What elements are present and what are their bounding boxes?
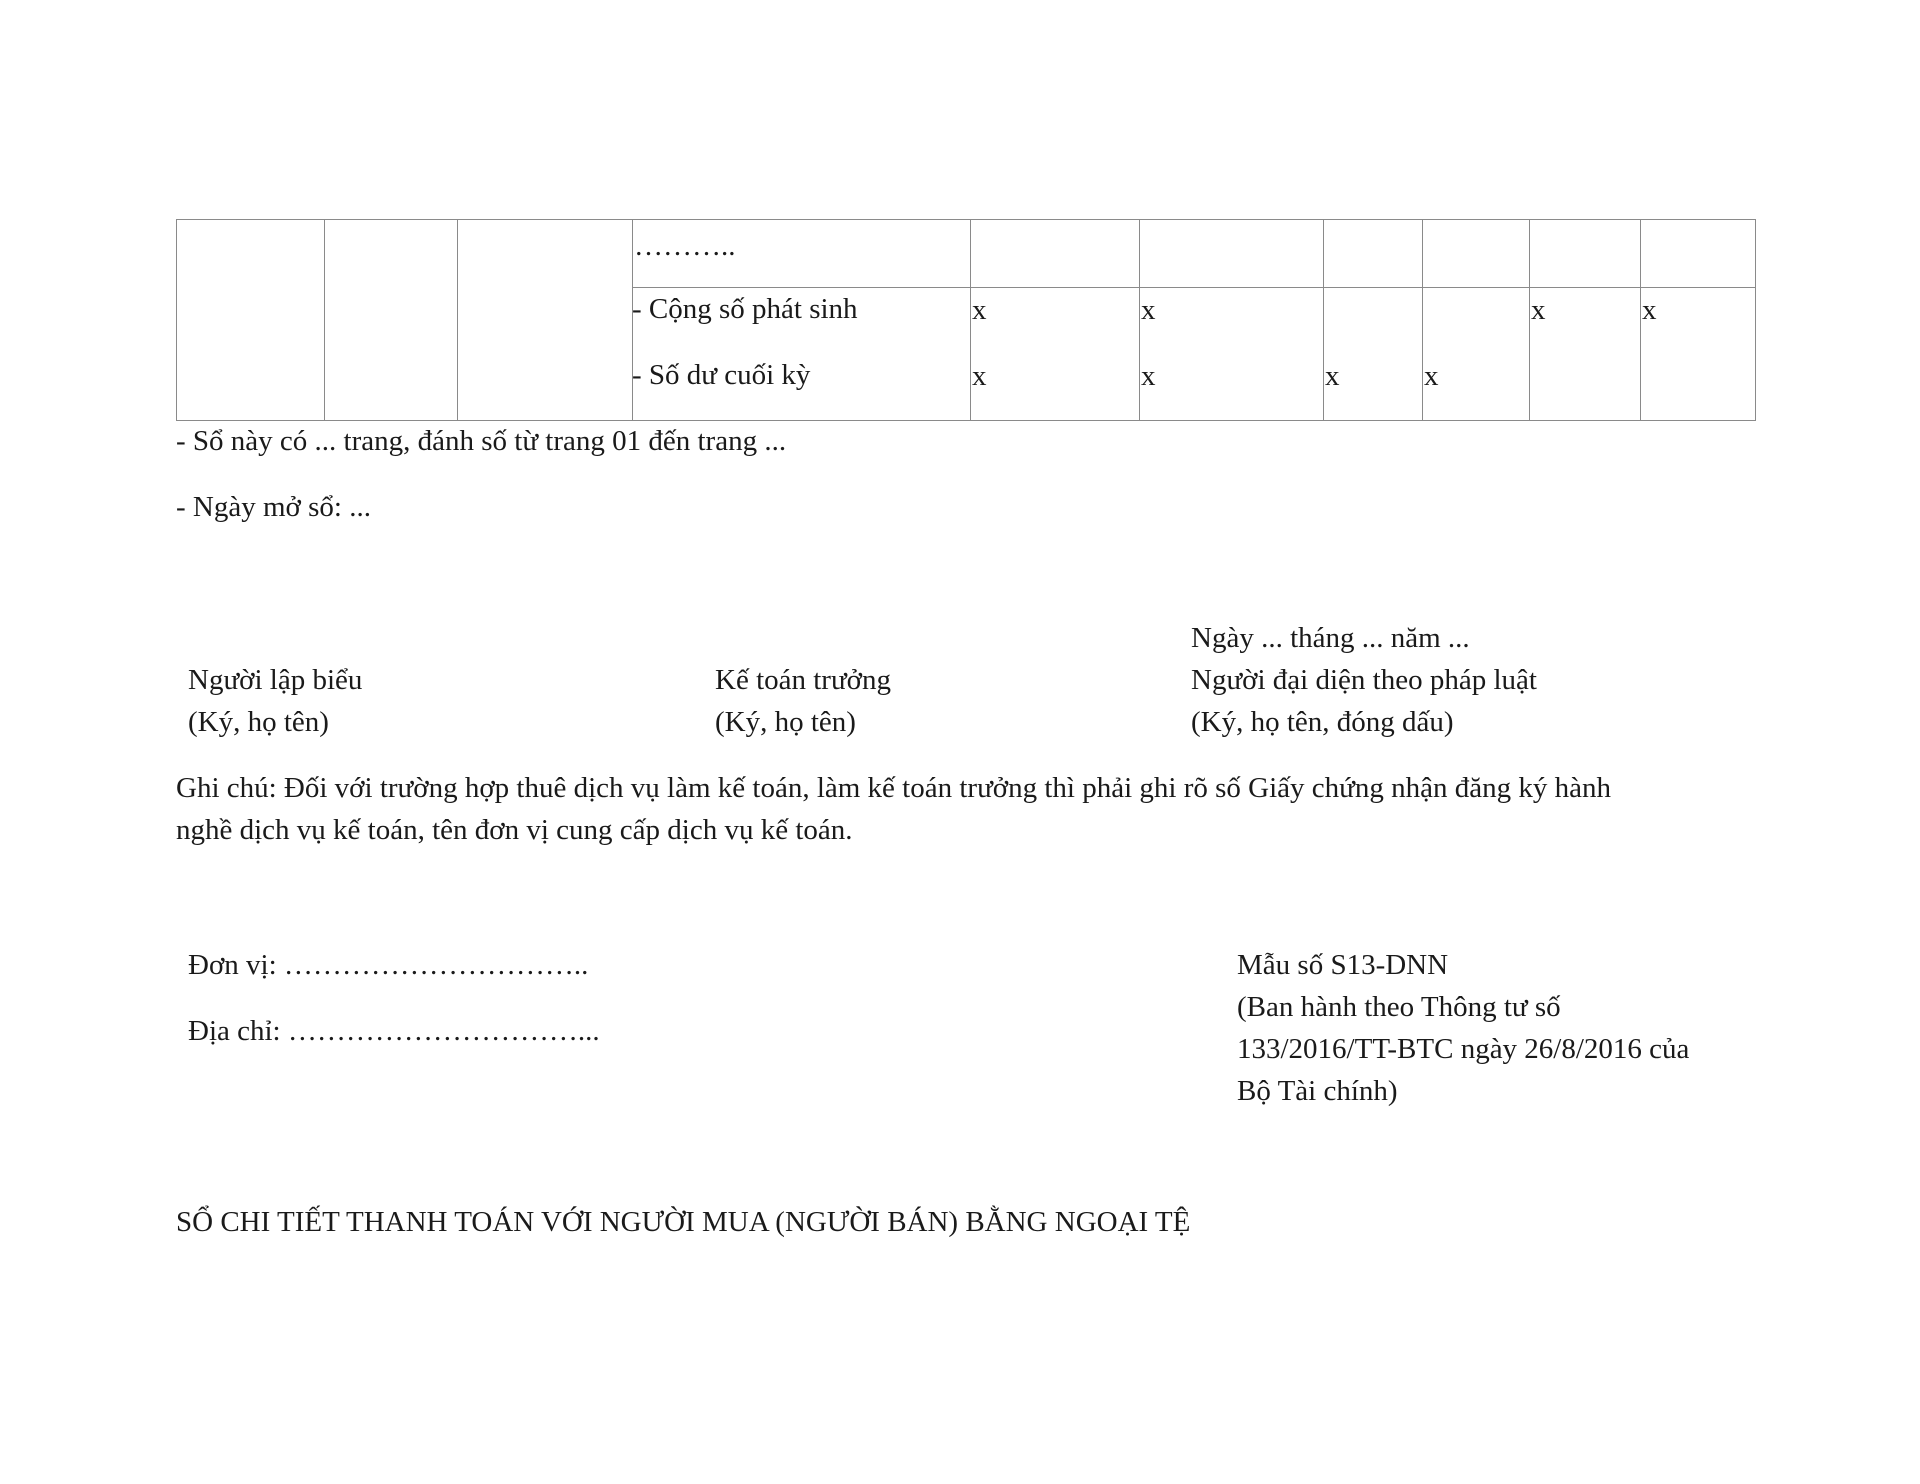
- form-issued-by-3: Bộ Tài chính): [1237, 1075, 1398, 1107]
- ledger-heading: SỔ CHI TIẾT THANH TOÁN VỚI NGƯỜI MUA (NGƯỜI BÁN) BẰNG NGOẠI TỆ: [176, 1206, 1191, 1238]
- preparer-title: Người lập biểu: [188, 664, 363, 696]
- preparer-sign-note: (Ký, họ tên): [188, 706, 329, 738]
- form-issued-by-1: (Ban hành theo Thông tư số: [1237, 991, 1561, 1023]
- legal-rep-signature: [1191, 659, 1537, 743]
- remark-line-2: nghề dịch vụ kế toán, tên đơn vị cung cấp dịch vụ kế toán.: [176, 814, 853, 846]
- pages-note: - Sổ này có ... trang, đánh số từ trang 01 đến trang ...: [176, 425, 787, 457]
- table-mark: x: [1531, 294, 1546, 326]
- chief-accountant-signature: [715, 659, 891, 743]
- table-mark: x: [1424, 360, 1439, 392]
- table-mark: x: [972, 294, 987, 326]
- remark-line-1: Ghi chú: Đối với trường hợp thuê dịch vụ làm kế toán, làm kế toán trưởng thì phải ghi rõ số Giấy chứng nhận đăng ký hành: [176, 772, 1611, 804]
- table-row-total-label: - Cộng số phát sinh: [632, 293, 858, 325]
- form-issued-by-2: 133/2016/TT-BTC ngày 26/8/2016 của: [1237, 1033, 1690, 1065]
- unit-name-field: Đơn vị: …………………………..: [188, 949, 589, 981]
- table-mark: x: [1325, 360, 1340, 392]
- table-mark: x: [972, 360, 987, 392]
- signature-date: Ngày ... tháng ... năm ...: [1191, 622, 1470, 654]
- legal-rep-sign-note: (Ký, họ tên, đóng dấu): [1191, 706, 1454, 738]
- table-row-dots: ………..: [634, 230, 736, 262]
- table-mark: x: [1642, 294, 1657, 326]
- unit-address-field: Địa chỉ: …………………………...: [188, 1015, 600, 1047]
- chief-accountant-sign-note: (Ký, họ tên): [715, 706, 856, 738]
- table-row-balance-label: - Số dư cuối kỳ: [632, 359, 811, 391]
- form-code: Mẫu số S13-DNN: [1237, 949, 1449, 981]
- chief-accountant-title: Kế toán trưởng: [715, 664, 892, 696]
- table-mark: x: [1141, 360, 1156, 392]
- preparer-signature: [188, 659, 362, 743]
- legal-rep-title: Người đại diện theo pháp luật: [1191, 664, 1537, 696]
- table-mark: x: [1141, 294, 1156, 326]
- ledger-table: [176, 219, 1756, 421]
- open-date-note: - Ngày mở sổ: ...: [176, 491, 371, 523]
